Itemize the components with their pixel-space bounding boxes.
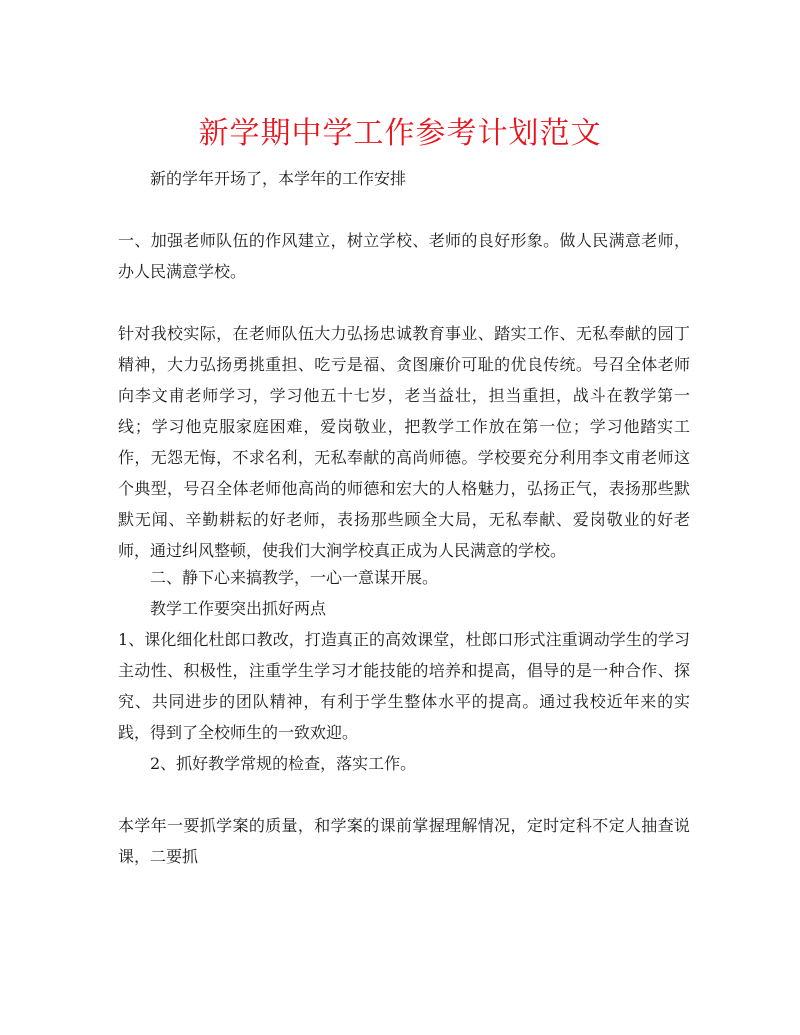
closing-paragraph: 本学年一要抓学案的质量，和学案的课前掌握理解情况，定时定科不定人抽查说课，二要抓 bbox=[118, 816, 690, 866]
section1-body: 针对我校实际，在老师队伍大力弘扬忠诚教育事业、踏实工作、无私奉献的园丁精神，大力弘扬勇挑重担、吃亏是福、贪图廉价可耻的优良传统。号召全体老师向李文甫老师学习，学习他五十七岁，老当益壮，担当重担，战斗在教学第一线；学习他克服家庭困难，爱岗敬业，把教学工作放在第一位；学习他踏实工作，无怨无悔，不求名利，无私奉献的高尚师德。学校要充分利用李文甫老师这个典型，号召全体老师他高尚的师德和宏大的人格魅力，弘扬正气，表扬那些默默无闻、辛勤耕耘的好老师，表扬那些顾全大局，无私奉献、爱岗敬业的好老师，通过纠风整顿，使我们大涧学校真正成为人民满意的学校。 bbox=[118, 324, 690, 560]
section1-heading: 一、加强老师队伍的作风建立，树立学校、老师的良好形象。做人民满意老师，办人民满意学校。 bbox=[118, 231, 690, 281]
intro-paragraph: 新的学年开场了，本学年的工作安排 bbox=[150, 169, 407, 188]
point-2-paragraph: 2、抓好教学常规的检查，落实工作。 bbox=[150, 754, 417, 773]
document-title: 新学期中学工作参考计划范文 bbox=[198, 116, 602, 151]
point-1-paragraph: 1、课化细化杜郎口教改，打造真正的高效课堂，杜郎口形式注重调动学生的学习主动性、积极性，注重学生学习才能技能的培养和提高，倡导的是一种合作、探究、共同进步的团队精神，有利于学生整体水平的提高。通过我校近年来的实践，得到了全校师生的一致欢迎。 bbox=[118, 630, 690, 742]
section2-subheading: 教学工作要突出抓好两点 bbox=[150, 599, 327, 618]
section2-heading: 二、静下心来搞教学，一心一意谋开展。 bbox=[150, 568, 439, 587]
